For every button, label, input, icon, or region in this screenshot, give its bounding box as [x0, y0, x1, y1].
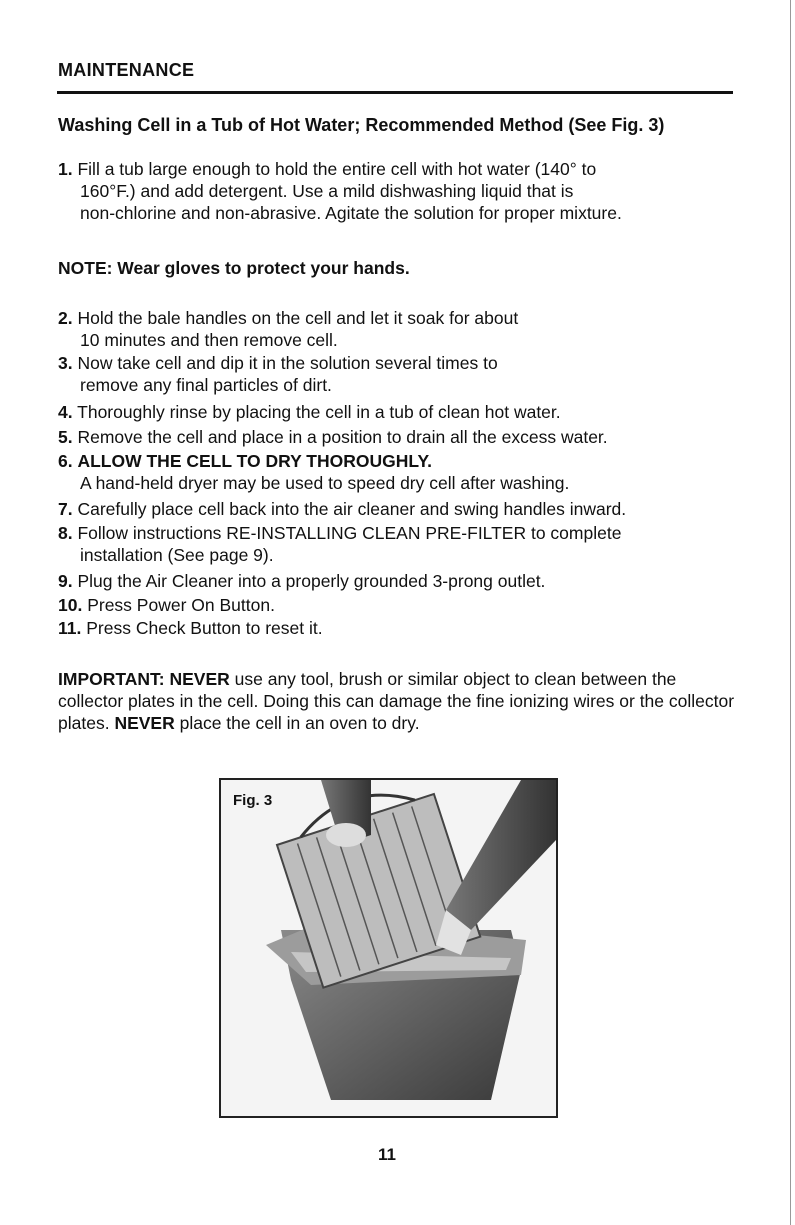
step-number: 11. — [58, 618, 82, 638]
step-text: Press Check Button to reset it. — [86, 618, 323, 638]
step-1 — [58, 158, 622, 224]
step-11 — [58, 617, 323, 639]
subheading: Washing Cell in a Tub of Hot Water; Recommended Method (See Fig. 3) — [58, 115, 665, 135]
step-10 — [58, 594, 275, 616]
step-number: 9. — [58, 571, 73, 591]
section-title: MAINTENANCE — [58, 60, 195, 80]
important-warning — [58, 668, 738, 734]
step-number: 5. — [58, 427, 73, 447]
figure-3 — [219, 778, 558, 1118]
step-text: Remove the cell and place in a position to drain all the excess water. — [77, 427, 608, 447]
step-7 — [58, 498, 626, 520]
page-number: 11 — [378, 1145, 396, 1164]
step-text: 160°F.) and add detergent. Use a mild dishwashing liquid that is — [80, 181, 574, 201]
step-number: 1. — [58, 159, 73, 179]
never-emphasis: NEVER — [114, 713, 175, 733]
step-3 — [58, 352, 498, 396]
step-text: Plug the Air Cleaner into a properly grounded 3-prong outlet. — [77, 571, 546, 591]
step-8 — [58, 522, 621, 566]
step-number: 2. — [58, 308, 73, 328]
step-text: remove any final particles of dirt. — [80, 375, 332, 395]
step-number: 3. — [58, 353, 73, 373]
header-rule — [57, 91, 733, 94]
step-text: Press Power On Button. — [87, 595, 275, 615]
step-number: 8. — [58, 523, 73, 543]
step-text: installation (See page 9). — [80, 545, 274, 565]
step-6 — [58, 450, 569, 494]
step-text: A hand-held dryer may be used to speed dry cell after washing. — [80, 473, 570, 493]
step-text: Fill a tub large enough to hold the entire cell with hot water (140° to — [77, 159, 597, 179]
step-text: Thoroughly rinse by placing the cell in a tub of clean hot water. — [77, 402, 561, 422]
note-text: NOTE: Wear gloves to protect your hands. — [58, 258, 410, 278]
warning-text: place the cell in an oven to dry. — [174, 713, 420, 733]
important-label: IMPORTANT: — [58, 669, 165, 689]
cell-washing-illustration — [221, 780, 556, 1116]
page-edge — [790, 0, 791, 1225]
step-9 — [58, 570, 545, 592]
step-text: Hold the bale handles on the cell and let it soak for about — [77, 308, 519, 328]
step-2 — [58, 307, 518, 351]
step-text: Follow instructions RE-INSTALLING CLEAN PRE-FILTER to complete — [77, 523, 622, 543]
step-text: non-chlorine and non-abrasive. Agitate the solution for proper mixture. — [80, 203, 622, 223]
step-number: 4. — [58, 402, 73, 422]
never-emphasis: NEVER — [169, 669, 230, 689]
step-5 — [58, 426, 608, 448]
step-text: Now take cell and dip it in the solution several times to — [77, 353, 498, 373]
step-4 — [58, 401, 561, 423]
step-text: ALLOW THE CELL TO DRY THOROUGHLY. — [77, 451, 433, 471]
step-text: 10 minutes and then remove cell. — [80, 330, 338, 350]
warning-text: use any tool, brush or similar object to clean between the collector plates in the cell. Doing this can damage the fine ionizing wires or the collector plates. — [58, 669, 735, 733]
step-text: Carefully place cell back into the air cleaner and swing handles inward. — [77, 499, 627, 519]
step-number: 7. — [58, 499, 73, 519]
step-number: 10. — [58, 595, 83, 615]
figure-label: Fig. 3 — [233, 792, 273, 809]
step-number: 6. — [58, 451, 73, 471]
